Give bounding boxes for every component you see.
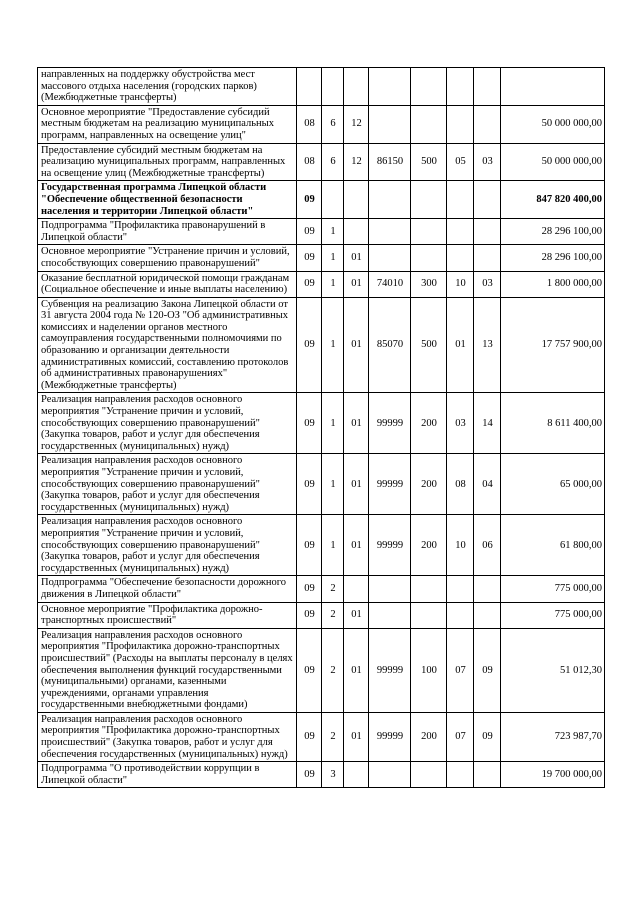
cell-section: 01: [447, 297, 474, 393]
cell-amount: 50 000 000,00: [501, 105, 605, 143]
cell-direction-code: [369, 219, 411, 245]
cell-amount: 1 800 000,00: [501, 271, 605, 297]
cell-subprogram-code: 2: [322, 712, 344, 761]
cell-subsection: [474, 602, 501, 628]
cell-subsection: 04: [474, 454, 501, 515]
cell-measure-code: [344, 219, 369, 245]
cell-section: [447, 576, 474, 602]
cell-direction-code: 74010: [369, 271, 411, 297]
cell-expense-type: [411, 219, 447, 245]
cell-measure-code: 01: [344, 245, 369, 271]
cell-amount: 19 700 000,00: [501, 762, 605, 788]
cell-direction-code: 99999: [369, 393, 411, 454]
cell-direction-code: [369, 576, 411, 602]
cell-expense-type: 500: [411, 143, 447, 181]
cell-name: Реализация направления расходов основного мероприятия "Устранение причин и условий, способствующих совершению правонарушений" (Закупка товаров, работ и услуг для обеспечения государственных (муниципальных) нужд): [38, 454, 297, 515]
cell-expense-type: 200: [411, 712, 447, 761]
cell-section: [447, 762, 474, 788]
cell-subprogram-code: 1: [322, 271, 344, 297]
cell-subprogram-code: 2: [322, 628, 344, 712]
cell-subsection: [474, 762, 501, 788]
cell-measure-code: 01: [344, 628, 369, 712]
cell-direction-code: [369, 245, 411, 271]
cell-amount: 28 296 100,00: [501, 245, 605, 271]
cell-program-code: 09: [297, 602, 322, 628]
table-row: [38, 181, 605, 219]
cell-direction-code: 86150: [369, 143, 411, 181]
cell-expense-type: 300: [411, 271, 447, 297]
cell-program-code: 09: [297, 181, 322, 219]
table-row: [38, 297, 605, 393]
cell-program-code: 09: [297, 454, 322, 515]
cell-direction-code: 99999: [369, 454, 411, 515]
cell-name: Подпрограмма "Профилактика правонарушений в Липецкой области": [38, 219, 297, 245]
cell-direction-code: 99999: [369, 628, 411, 712]
cell-subprogram-code: [322, 68, 344, 106]
cell-section: [447, 602, 474, 628]
cell-program-code: 08: [297, 143, 322, 181]
cell-section: [447, 219, 474, 245]
cell-expense-type: [411, 245, 447, 271]
cell-subprogram-code: 1: [322, 245, 344, 271]
cell-subsection: [474, 105, 501, 143]
table-row: [38, 143, 605, 181]
cell-section: [447, 181, 474, 219]
table-row: [38, 454, 605, 515]
budget-table: [37, 67, 605, 788]
cell-measure-code: 01: [344, 602, 369, 628]
cell-program-code: 09: [297, 297, 322, 393]
cell-program-code: [297, 68, 322, 106]
table-row: [38, 219, 605, 245]
cell-subprogram-code: 1: [322, 515, 344, 576]
cell-name: Основное мероприятие "Профилактика дорожно-транспортных происшествий": [38, 602, 297, 628]
cell-expense-type: 200: [411, 515, 447, 576]
cell-measure-code: 01: [344, 454, 369, 515]
cell-name: Субвенция на реализацию Закона Липецкой области от 31 августа 2004 года № 120-ОЗ "Об административных комиссиях и наделении органов местного самоуправления государственными полномочиями по образованию и организации деятельности административных комиссий, составлению протоколов об административных правонарушениях" (Межбюджетные трансферты): [38, 297, 297, 393]
cell-name: направленных на поддержку обустройства мест массового отдыха населения (городских парков) (Межбюджетные трансферты): [38, 68, 297, 106]
cell-direction-code: [369, 68, 411, 106]
cell-name: Оказание бесплатной юридической помощи гражданам (Социальное обеспечение и иные выплаты населению): [38, 271, 297, 297]
table-row: [38, 393, 605, 454]
cell-name: Реализация направления расходов основного мероприятия "Профилактика дорожно-транспортных происшествий" (Закупка товаров, работ и услуг для обеспечения государственных (муниципальных) нужд): [38, 712, 297, 761]
table-row: [38, 576, 605, 602]
cell-direction-code: [369, 602, 411, 628]
table-row: [38, 245, 605, 271]
cell-expense-type: [411, 181, 447, 219]
cell-amount: 775 000,00: [501, 602, 605, 628]
cell-name: Реализация направления расходов основного мероприятия "Профилактика дорожно-транспортных происшествий" (Расходы на выплаты персоналу в целях обеспечения выполнения функций государственными (муниципальными) органами, казенными учреждениями, органами управления государственными внебюджетными фондами): [38, 628, 297, 712]
cell-section: 07: [447, 628, 474, 712]
cell-subprogram-code: 1: [322, 219, 344, 245]
cell-direction-code: [369, 762, 411, 788]
cell-expense-type: 200: [411, 454, 447, 515]
cell-section: [447, 245, 474, 271]
cell-name: Основное мероприятие "Устранение причин и условий, способствующих совершению правонарушений": [38, 245, 297, 271]
cell-program-code: 09: [297, 219, 322, 245]
cell-name: Основное мероприятие "Предоставление субсидий местным бюджетам на реализацию муниципальных программ, направленных на освещение улиц": [38, 105, 297, 143]
cell-measure-code: 01: [344, 297, 369, 393]
cell-subsection: [474, 576, 501, 602]
cell-expense-type: 500: [411, 297, 447, 393]
cell-direction-code: 99999: [369, 712, 411, 761]
cell-subprogram-code: 3: [322, 762, 344, 788]
cell-section: 10: [447, 515, 474, 576]
cell-subsection: [474, 181, 501, 219]
cell-subprogram-code: 1: [322, 454, 344, 515]
cell-measure-code: [344, 576, 369, 602]
cell-program-code: 09: [297, 245, 322, 271]
cell-program-code: 08: [297, 105, 322, 143]
cell-subprogram-code: [322, 181, 344, 219]
cell-subsection: 03: [474, 271, 501, 297]
cell-amount: 28 296 100,00: [501, 219, 605, 245]
cell-expense-type: 200: [411, 393, 447, 454]
cell-subprogram-code: 2: [322, 576, 344, 602]
cell-section: [447, 105, 474, 143]
cell-program-code: 09: [297, 712, 322, 761]
table-row: [38, 712, 605, 761]
cell-subprogram-code: 6: [322, 105, 344, 143]
cell-expense-type: [411, 602, 447, 628]
cell-section: [447, 68, 474, 106]
cell-expense-type: [411, 762, 447, 788]
cell-name: Реализация направления расходов основного мероприятия "Устранение причин и условий, способствующих совершению правонарушений" (Закупка товаров, работ и услуг для обеспечения государственных (муниципальных) нужд): [38, 515, 297, 576]
cell-section: 03: [447, 393, 474, 454]
table-row: [38, 105, 605, 143]
cell-section: 07: [447, 712, 474, 761]
cell-subprogram-code: 1: [322, 297, 344, 393]
cell-amount: 61 800,00: [501, 515, 605, 576]
cell-measure-code: [344, 762, 369, 788]
cell-expense-type: 100: [411, 628, 447, 712]
cell-measure-code: 12: [344, 143, 369, 181]
cell-subsection: [474, 245, 501, 271]
cell-measure-code: [344, 181, 369, 219]
cell-name: Подпрограмма "Обеспечение безопасности дорожного движения в Липецкой области": [38, 576, 297, 602]
cell-direction-code: 99999: [369, 515, 411, 576]
table-row: [38, 602, 605, 628]
cell-amount: 723 987,70: [501, 712, 605, 761]
cell-name: Реализация направления расходов основного мероприятия "Устранение причин и условий, способствующих совершению правонарушений" (Закупка товаров, работ и услуг для обеспечения государственных (муниципальных) нужд): [38, 393, 297, 454]
cell-subprogram-code: 2: [322, 602, 344, 628]
table-row: [38, 271, 605, 297]
cell-subsection: 13: [474, 297, 501, 393]
cell-section: 05: [447, 143, 474, 181]
cell-measure-code: 01: [344, 712, 369, 761]
cell-amount: [501, 68, 605, 106]
cell-measure-code: 01: [344, 271, 369, 297]
cell-subsection: 06: [474, 515, 501, 576]
cell-subsection: 09: [474, 628, 501, 712]
cell-expense-type: [411, 105, 447, 143]
cell-program-code: 09: [297, 515, 322, 576]
table-row: [38, 762, 605, 788]
cell-program-code: 09: [297, 628, 322, 712]
cell-measure-code: 12: [344, 105, 369, 143]
cell-amount: 8 611 400,00: [501, 393, 605, 454]
cell-amount: 65 000,00: [501, 454, 605, 515]
cell-amount: 51 012,30: [501, 628, 605, 712]
cell-expense-type: [411, 68, 447, 106]
cell-name: Подпрограмма "О противодействии коррупции в Липецкой области": [38, 762, 297, 788]
cell-program-code: 09: [297, 393, 322, 454]
budget-table-body: [38, 68, 605, 788]
cell-direction-code: 85070: [369, 297, 411, 393]
cell-amount: 847 820 400,00: [501, 181, 605, 219]
table-row: [38, 515, 605, 576]
cell-name: Государственная программа Липецкой области "Обеспечение общественной безопасности населения и территории Липецкой области": [38, 181, 297, 219]
cell-section: 08: [447, 454, 474, 515]
cell-measure-code: [344, 68, 369, 106]
cell-subsection: 03: [474, 143, 501, 181]
cell-subsection: [474, 68, 501, 106]
cell-expense-type: [411, 576, 447, 602]
cell-direction-code: [369, 181, 411, 219]
cell-name: Предоставление субсидий местным бюджетам на реализацию муниципальных программ, направленных на освещение улиц (Межбюджетные трансферты): [38, 143, 297, 181]
table-row: [38, 68, 605, 106]
cell-program-code: 09: [297, 762, 322, 788]
cell-measure-code: 01: [344, 515, 369, 576]
cell-subprogram-code: 6: [322, 143, 344, 181]
cell-direction-code: [369, 105, 411, 143]
cell-amount: 775 000,00: [501, 576, 605, 602]
cell-amount: 50 000 000,00: [501, 143, 605, 181]
cell-subsection: 09: [474, 712, 501, 761]
cell-subsection: 14: [474, 393, 501, 454]
cell-measure-code: 01: [344, 393, 369, 454]
cell-subprogram-code: 1: [322, 393, 344, 454]
cell-program-code: 09: [297, 576, 322, 602]
cell-amount: 17 757 900,00: [501, 297, 605, 393]
cell-subsection: [474, 219, 501, 245]
cell-section: 10: [447, 271, 474, 297]
table-row: [38, 628, 605, 712]
cell-program-code: 09: [297, 271, 322, 297]
